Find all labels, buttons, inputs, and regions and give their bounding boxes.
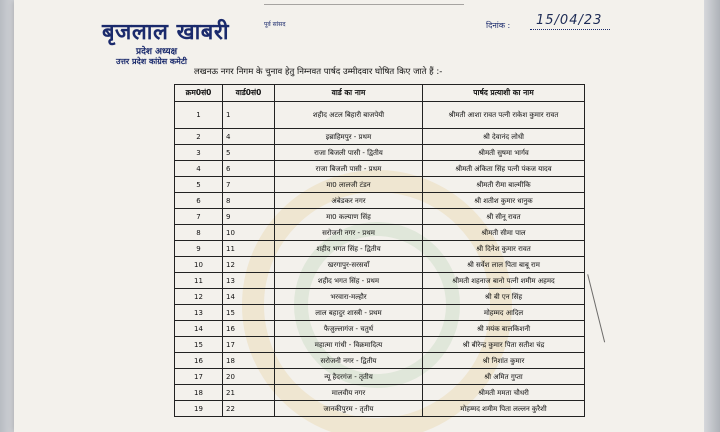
- cell-candidate: श्री बीरेन्द्र कुमार पिता सतीश चंद्र: [423, 337, 585, 353]
- cell-sno: 19: [175, 401, 223, 417]
- top-edge-text-fragment: [264, 0, 464, 5]
- cell-ward: अंबेडकर नगर: [275, 193, 423, 209]
- cell-ward-no: 1: [223, 102, 275, 129]
- header-ward-name: वार्ड का नाम: [275, 85, 423, 102]
- cell-candidate: श्रीमती शहनाज बानो पत्नी शमीम अहमद: [423, 273, 585, 289]
- cell-sno: 8: [175, 225, 223, 241]
- cell-candidate: मोहम्मद आदिल: [423, 305, 585, 321]
- table-row: [175, 241, 585, 257]
- table-row: [175, 321, 585, 337]
- cell-ward-no: 8: [223, 193, 275, 209]
- table-row: [175, 353, 585, 369]
- cell-candidate: श्री शतीश कुमार धानुक: [423, 193, 585, 209]
- table-row: [175, 177, 585, 193]
- cell-ward: महात्मा गांधी - विक्रमादित्य: [275, 337, 423, 353]
- table-row: [175, 257, 585, 273]
- table-row: [175, 161, 585, 177]
- cell-candidate: श्रीमती सीमा पाल: [423, 225, 585, 241]
- cell-candidate: श्री सर्वेश लाल पिता बाबू राम: [423, 257, 585, 273]
- letterhead-name-sub: पूर्व सांसद: [264, 21, 286, 28]
- cell-candidate: श्री सीनू रावत: [423, 209, 585, 225]
- cell-candidate: श्री निशांत कुमार: [423, 353, 585, 369]
- cell-ward-no: 14: [223, 289, 275, 305]
- cell-ward: शहीद भगत सिंह - द्वितीय: [275, 241, 423, 257]
- table-header-row: [175, 85, 585, 102]
- cell-sno: 3: [175, 145, 223, 161]
- cell-ward: मा0 लालजी टंडन: [275, 177, 423, 193]
- header-sno: क्रम0सं0: [175, 85, 223, 102]
- cell-ward: इब्राहिमपुर - प्रथम: [275, 129, 423, 145]
- cell-sno: 2: [175, 129, 223, 145]
- cell-ward-no: 5: [223, 145, 275, 161]
- date-dotted-line: [530, 29, 610, 30]
- cell-candidate: श्रीमती रीमा बाल्मीकि: [423, 177, 585, 193]
- date-value: 15/04/23: [536, 13, 603, 28]
- cell-sno: 9: [175, 241, 223, 257]
- cell-sno: 16: [175, 353, 223, 369]
- cell-candidate: श्री मयंक बालकिशनी: [423, 321, 585, 337]
- cell-ward-no: 11: [223, 241, 275, 257]
- background-edge-left: [0, 0, 14, 432]
- cell-ward-no: 10: [223, 225, 275, 241]
- date-label: दिनांक :: [486, 21, 511, 30]
- cell-sno: 17: [175, 369, 223, 385]
- table-row: [175, 102, 585, 129]
- cell-ward: राजा बिजली पासी - प्रथम: [275, 161, 423, 177]
- cell-ward-no: 12: [223, 257, 275, 273]
- cell-ward-no: 20: [223, 369, 275, 385]
- cell-sno: 18: [175, 385, 223, 401]
- cell-ward-no: 15: [223, 305, 275, 321]
- cell-candidate: मोहम्मद शमीम पिता लल्लन कुरैशी: [423, 401, 585, 417]
- candidate-table: [174, 84, 585, 417]
- cell-candidate: श्री दिनेश कुमार रावत: [423, 241, 585, 257]
- cell-candidate: श्रीमती ममता चौधरी: [423, 385, 585, 401]
- cell-sno: 14: [175, 321, 223, 337]
- cell-candidate: श्रीमती आशा रावत पत्नी राकेश कुमार रावत: [423, 102, 585, 129]
- letterhead-name: बृजलाल खाबरी: [102, 20, 230, 45]
- cell-ward: लाल बहादुर शास्त्री - प्रथम: [275, 305, 423, 321]
- cell-ward: खरगापुर-सरसवाँ: [275, 257, 423, 273]
- cell-ward: सरोजनी नगर - द्वितीय: [275, 353, 423, 369]
- table-row: [175, 289, 585, 305]
- table-row: [175, 401, 585, 417]
- table-row: [175, 305, 585, 321]
- cell-ward-no: 6: [223, 161, 275, 177]
- cell-candidate: श्रीमती अंकिता सिंह पत्नी पंकज यादव: [423, 161, 585, 177]
- cell-ward: भरवारा-मल्हौर: [275, 289, 423, 305]
- cell-ward-no: 9: [223, 209, 275, 225]
- table-row: [175, 337, 585, 353]
- cell-ward: जानकीपुरम - तृतीय: [275, 401, 423, 417]
- cell-ward-no: 7: [223, 177, 275, 193]
- header-ward-no: वार्ड0सं0: [223, 85, 275, 102]
- cell-sno: 1: [175, 102, 223, 129]
- cell-ward-no: 18: [223, 353, 275, 369]
- background-edge-right: [704, 0, 720, 432]
- cell-ward: न्यू हैदरगंज - तृतीय: [275, 369, 423, 385]
- cell-candidate: श्री अमित गुप्ता: [423, 369, 585, 385]
- letterhead-document: [14, 0, 704, 432]
- cell-ward-no: 4: [223, 129, 275, 145]
- cell-sno: 13: [175, 305, 223, 321]
- cell-ward: शहीद भगत सिंह - प्रथम: [275, 273, 423, 289]
- cell-ward-no: 22: [223, 401, 275, 417]
- cell-ward-no: 16: [223, 321, 275, 337]
- cell-candidate: श्रीमती सुषमा भार्गव: [423, 145, 585, 161]
- cell-ward-no: 13: [223, 273, 275, 289]
- cell-ward: फैजुल्लागंज - चतुर्थ: [275, 321, 423, 337]
- table-row: [175, 193, 585, 209]
- cell-sno: 4: [175, 161, 223, 177]
- header-candidate: पार्षद प्रत्याशी का नाम: [423, 85, 585, 102]
- cell-candidate: श्री बी एन सिंह: [423, 289, 585, 305]
- cell-ward-no: 17: [223, 337, 275, 353]
- cell-sno: 15: [175, 337, 223, 353]
- cell-sno: 10: [175, 257, 223, 273]
- cell-sno: 5: [175, 177, 223, 193]
- cell-ward: मा0 कल्याण सिंह: [275, 209, 423, 225]
- cell-ward: शहीद अटल बिहारी बाजपेयी: [275, 102, 423, 129]
- cell-sno: 6: [175, 193, 223, 209]
- cell-candidate: श्री देवानंद लोधी: [423, 129, 585, 145]
- table-row: [175, 225, 585, 241]
- cell-ward-no: 21: [223, 385, 275, 401]
- cell-ward: राजा बिजली पासी - द्वितीय: [275, 145, 423, 161]
- table-row: [175, 145, 585, 161]
- cell-ward: मालवीय नगर: [275, 385, 423, 401]
- cell-ward: सरोजनी नगर - प्रथम: [275, 225, 423, 241]
- table-row: [175, 129, 585, 145]
- table-row: [175, 273, 585, 289]
- table-row: [175, 369, 585, 385]
- cell-sno: 7: [175, 209, 223, 225]
- letterhead-role: प्रदेश अध्यक्ष: [136, 47, 178, 57]
- table-row: [175, 209, 585, 225]
- letterhead-org: उत्तर प्रदेश कांग्रेस कमेटी: [116, 57, 187, 66]
- cell-sno: 12: [175, 289, 223, 305]
- announcement-intro: लखनऊ नगर निगम के चुनाव हेतु निम्नवत पार्षद उम्मीदवार घोषित किए जाते हैं :-: [194, 67, 443, 77]
- cell-sno: 11: [175, 273, 223, 289]
- table-row: [175, 385, 585, 401]
